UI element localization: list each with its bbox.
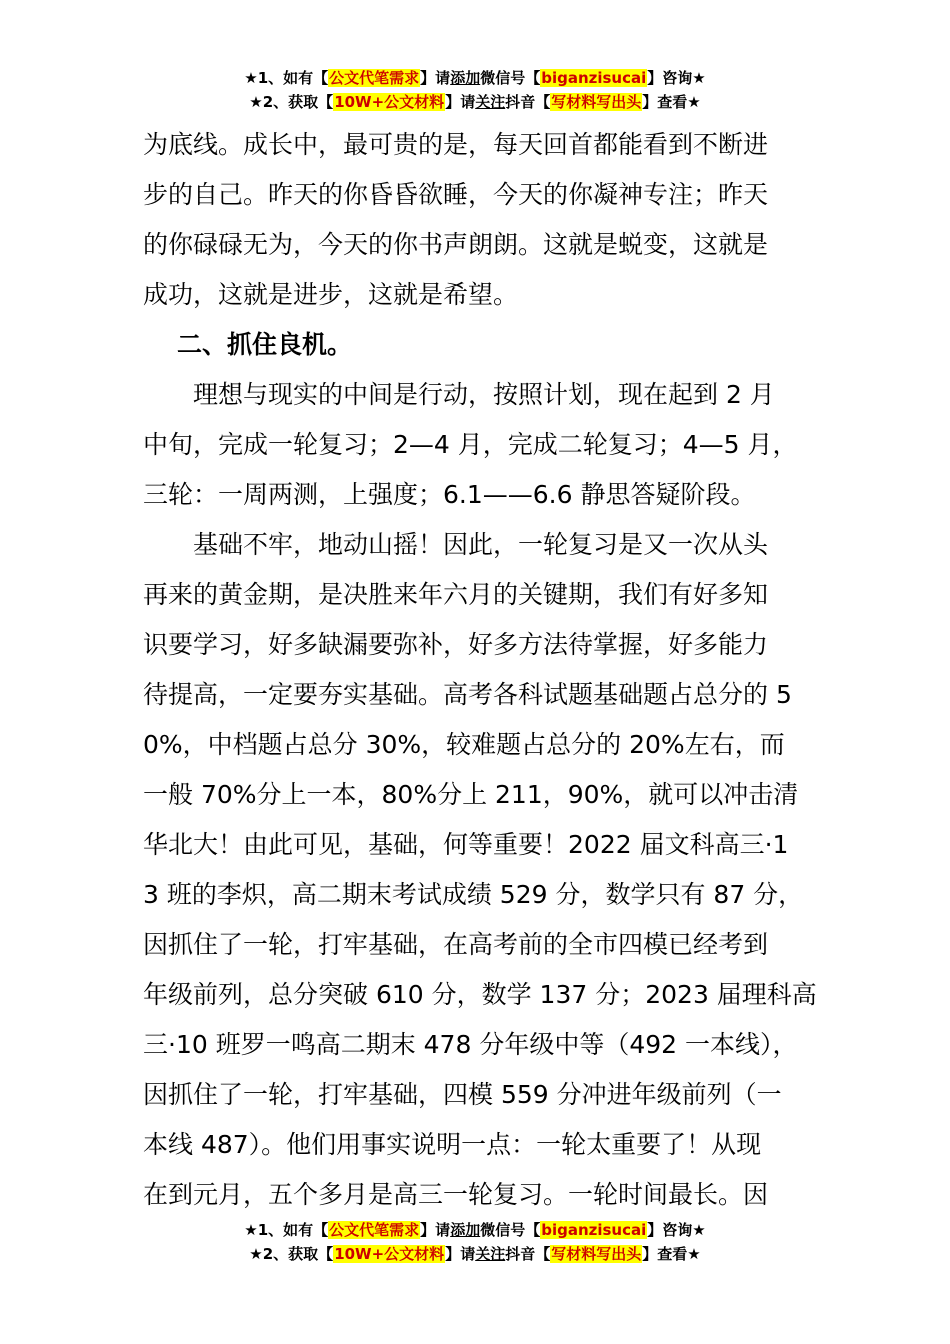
banner-underlined: 添加	[450, 1221, 481, 1239]
paragraph-line: 本线 487）。他们用事实说明一点：一轮太重要了！从现	[143, 1130, 762, 1159]
banner-line-1	[0, 66, 950, 90]
paragraph-line: 待提高，一定要夯实基础。高考各科试题基础题占总分的 5	[143, 680, 792, 709]
banner-line-2	[0, 90, 950, 114]
paragraph-line: 因抓住了一轮，打牢基础，在高考前的全市四模已经考到	[143, 930, 769, 959]
paragraph-line: 为底线。成长中，最可贵的是，每天回首都能看到不断进	[143, 130, 769, 159]
banner-underlined: 添加	[450, 69, 481, 87]
document-body	[143, 120, 817, 1220]
paragraph-line: 中旬，完成一轮复习；2—4 月，完成二轮复习；4—5 月，	[143, 430, 798, 459]
banner-text: 】请	[445, 93, 476, 111]
banner-underlined: 关注	[475, 93, 506, 111]
banner-text: 】请	[420, 1221, 451, 1239]
banner-text: 抖音【	[505, 93, 551, 111]
banner-douyin-name: 写材料写出头	[551, 1245, 642, 1263]
banner-highlight: 10W+公文材料	[334, 1245, 445, 1263]
banner-text: ★2、获取【	[249, 93, 334, 111]
section-heading: 二、抓住良机。	[177, 330, 353, 359]
banner-highlight: 公文代笔需求	[329, 1221, 420, 1239]
banner-text: 】请	[445, 1245, 476, 1263]
paragraph-line: 因抓住了一轮，打牢基础，四模 559 分冲进年级前列（一	[143, 1080, 782, 1109]
paragraph-line: 步的自己。昨天的你昏昏欲睡，今天的你凝神专注；昨天	[143, 180, 769, 209]
banner-douyin-name: 写材料写出头	[551, 93, 642, 111]
banner-text: 微信号【	[480, 1221, 541, 1239]
banner-text: 微信号【	[480, 69, 541, 87]
banner-text: 】查看★	[642, 1245, 701, 1263]
paragraph-line: 一般 70%分上一本，80%分上 211，90%，就可以冲击清	[143, 780, 799, 809]
banner-text: 】查看★	[642, 93, 701, 111]
banner-wechat-id: biganzisucai	[541, 69, 647, 87]
paragraph-line: 年级前列，总分突破 610 分，数学 137 分；2023 届理科高	[143, 980, 817, 1009]
banner-text: 】咨询★	[647, 1221, 706, 1239]
banner-underlined: 关注	[475, 1245, 506, 1263]
paragraph-line: 再来的黄金期，是决胜来年六月的关键期，我们有好多知	[143, 580, 769, 609]
paragraph-line: 识要学习，好多缺漏要弥补，好多方法待掌握，好多能力	[143, 630, 769, 659]
banner-text: 】请	[420, 69, 451, 87]
banner-text: 抖音【	[505, 1245, 551, 1263]
paragraph-line: 三·10 班罗一鸣高二期末 478 分年级中等（492 一本线），	[143, 1030, 798, 1059]
footer-banner	[0, 1218, 950, 1266]
paragraph-line: 0%，中档题占总分 30%，较难题占总分的 20%左右，而	[143, 730, 785, 759]
banner-text: ★1、如有【	[244, 1221, 329, 1239]
paragraph-line: 华北大！由此可见，基础，何等重要！2022 届文科高三·1	[143, 830, 789, 859]
banner-highlight: 10W+公文材料	[334, 93, 445, 111]
banner-wechat-id: biganzisucai	[541, 1221, 647, 1239]
banner-text: ★2、获取【	[249, 1245, 334, 1263]
header-banner	[0, 66, 950, 114]
banner-highlight: 公文代笔需求	[329, 69, 420, 87]
banner-line-2	[0, 1242, 950, 1266]
paragraph-line: 在到元月，五个多月是高三一轮复习。一轮时间最长。因	[143, 1180, 769, 1209]
paragraph-line: 的你碌碌无为，今天的你书声朗朗。这就是蜕变，这就是	[143, 230, 769, 259]
paragraph-line: 三轮：一周两测，上强度；6.1——6.6 静思答疑阶段。	[143, 480, 756, 509]
paragraph-line: 3 班的李炽，高二期末考试成绩 529 分，数学只有 87 分，	[143, 880, 804, 909]
banner-line-1	[0, 1218, 950, 1242]
paragraph-line: 理想与现实的中间是行动，按照计划，现在起到 2 月	[143, 380, 775, 409]
banner-text: 】咨询★	[647, 69, 706, 87]
paragraph-line: 成功，这就是进步，这就是希望。	[143, 280, 519, 309]
banner-text: ★1、如有【	[244, 69, 329, 87]
paragraph-line: 基础不牢，地动山摇！因此，一轮复习是又一次从头	[143, 530, 769, 559]
